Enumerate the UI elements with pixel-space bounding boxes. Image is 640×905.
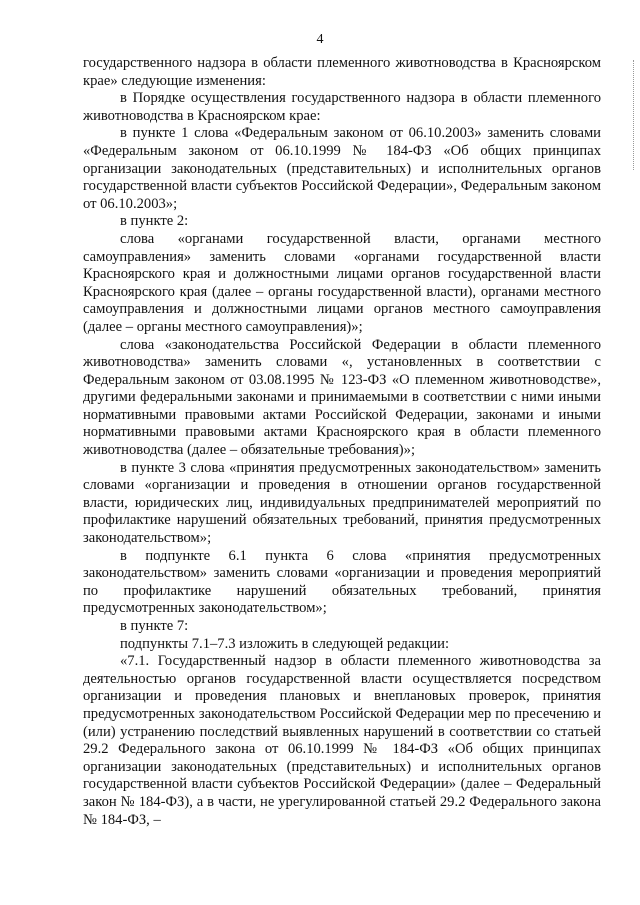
paragraph-10: подпункты 7.1–7.3 изложить в следующей редакции: <box>120 635 449 652</box>
page-number: 4 <box>316 32 324 47</box>
paragraph-5: слова «органами государственной власти, органами местного самоуправления» заменить словами «органами государственной власти Красноярского края и должностными лицами органов государственной власти Красноярского края (далее – органы государственной власти), органами местного самоуправления и должностными лицами органов местного самоуправления (далее – органы местного самоуправления)»; <box>83 230 601 335</box>
paragraph-2: в Порядке осуществления государственного надзора в области племенного животноводства в Красноярском крае: <box>83 90 601 124</box>
paragraph-3: в пункте 1 слова «Федеральным законом от 06.10.2003» заменить словами «Федеральным законом от 06.10.1999 № 184-ФЗ «Об общих принципах организации законодательных (представительных) и исполнительных органов государственной власти субъектов Российской Федерации», Федеральным законом от 06.10.2003»; <box>83 125 601 212</box>
paragraph-6: слова «законодательства Российской Федерации в области племенного животноводства» заменить словами «, установленных в соответствии с Федеральным законом от 03.08.1995 № 123-ФЗ «О племенном животноводстве», другими федеральными законами и принимаемыми в соответствии с ними иными нормативными правовыми актами Российской Федерации, законами и иными нормативными правовыми актами Красноярского края в области племенного животноводства (далее – обязательные требования)»; <box>83 336 601 459</box>
paragraph-8: в подпункте 6.1 пункта 6 слова «принятия предусмотренных законодательством» заменить словами «организации и проведения мероприятий по профилактике нарушений обязательных требований, принятия предусмотренных законодательством»; <box>83 547 601 617</box>
paragraph-11: «7.1. Государственный надзор в области племенного животноводства за деятельностью органов государственной власти осуществляется посредством организации и проведения плановых и внеплановых проверок, принятия предусмотренных законодательством Российской Федерации мер по пресечению и (или) устранению последствий выявленных нарушений в соответствии со статьей 29.2 Федерального закона от 06.10.1999 № 184-ФЗ «Об общих принципах организации законодательных (представительных) и исполнительных органов государственной власти субъектов Российской Федерации» (далее – Федеральный закон № 184-ФЗ), а в части, не урегулированной статьей 29.2 Федерального закона № 184-ФЗ, – <box>83 653 601 828</box>
paragraph-4: в пункте 2: <box>120 213 189 230</box>
scan-edge-marks <box>627 60 634 170</box>
paragraph-1: государственного надзора в области племенного животноводства в Красноярском крае» следующие изменения: <box>83 55 601 89</box>
paragraph-7: в пункте 3 слова «принятия предусмотренных законодательством» заменить словами «организации и проведения в отношении органов государственной власти, юридических лиц, индивидуальных предпринимателей мероприятий по профилактике нарушений обязательных требований, принятия предусмотренных законодательством»; <box>83 459 601 547</box>
paragraph-9: в пункте 7: <box>120 618 189 634</box>
document-body <box>83 55 601 829</box>
